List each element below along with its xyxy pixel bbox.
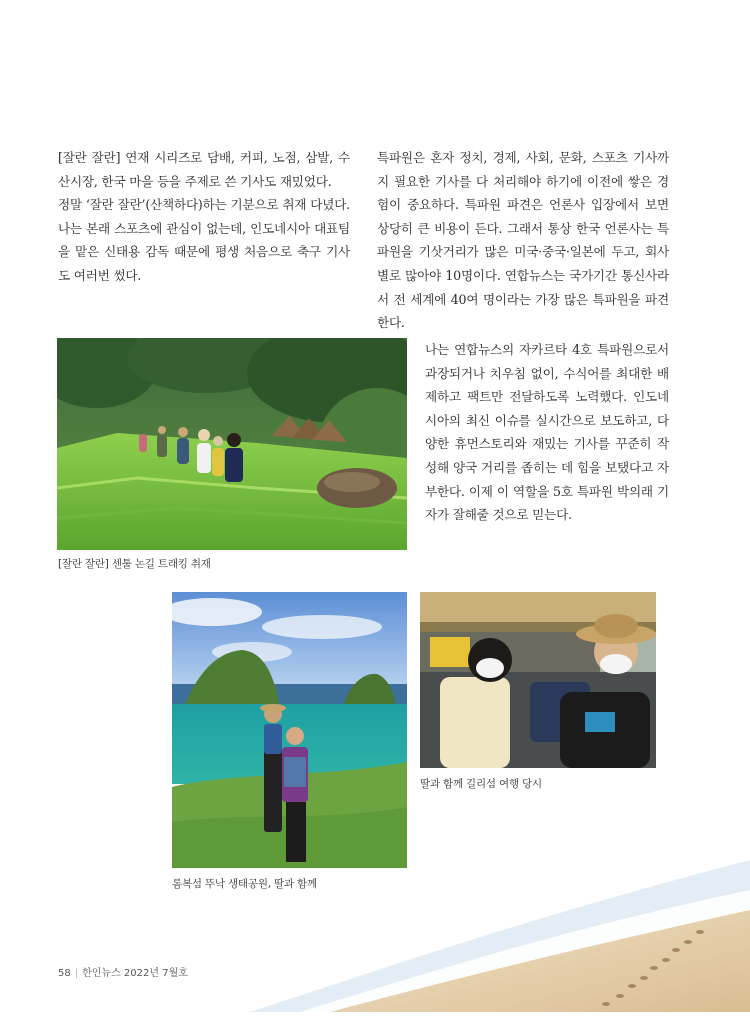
footer-separator: | (74, 968, 79, 979)
article-column-right (377, 146, 669, 335)
caption-rock: 롬복섬 뚜낙 생태공원, 딸과 함께 (172, 878, 317, 890)
page-number: 58 (58, 968, 71, 979)
paragraph: 정말 ‘잘란 잘란’(산책하다)하는 기분으로 취재 다녔다. 나는 본래 스포츠에 관심이 없는데, 인도네시아 대표팀을 맡은 신태용 감독 때문에 평생 처음으로 축구 기사도 여러번 썼다. (58, 197, 350, 283)
page-footer (58, 964, 188, 979)
paragraph: 특파원은 혼자 정치, 경제, 사회, 문화, 스포츠 기사까지 필요한 기사를 다 처리해야 하기에 이전에 쌓은 경험이 중요하다. 특파원 파견은 언론사 입장에서 보면 상당히 큰 비용이 든다. 그래서 통상 한국 언론사는 특파원을 기삿거리가 많은 미국·중국·일본에 두고, 회사별로 많아야 10명이다. 연합뉴스는 국가기간 통신사라서 전 세계에 40여 명이라는 가장 많은 특파원을 파견한다. (377, 150, 669, 331)
caption-boat: 딸과 함께 길리섬 여행 당시 (420, 778, 542, 790)
photo-rice-field-trekking (57, 338, 407, 550)
photo-lombok-lagoon (172, 592, 407, 868)
beach-decoration (0, 850, 750, 1012)
article-column-middle (425, 338, 669, 527)
caption-trek: [잘란 잘란] 센툴 논길 트래킹 취재 (58, 558, 211, 570)
publication-title: 한인뉴스 2022년 7월호 (82, 968, 188, 979)
photo-gili-boat (420, 592, 656, 768)
paragraph: [잘란 잘란] 연재 시리즈로 담배, 커피, 노점, 삼발, 수산시장, 한국 마을 등을 주제로 쓴 기사도 재밌었다. (58, 150, 350, 189)
paragraph: 나는 연합뉴스의 자카르타 4호 특파원으로서 과장되거나 치우침 없이, 수식어를 최대한 배제하고 팩트만 전달하도록 노력했다. 인도네시아의 최신 이슈를 실시간으로 보도하고, 다양한 휴먼스토리와 재밌는 기사를 꾸준히 작성해 양국 거리를 좁히는 데 힘을 보탰다고 자부한다. 이제 이 역할을 5호 특파원 박의래 기자가 잘해줄 것으로 믿는다. (425, 342, 669, 523)
article-column-left (58, 146, 350, 288)
